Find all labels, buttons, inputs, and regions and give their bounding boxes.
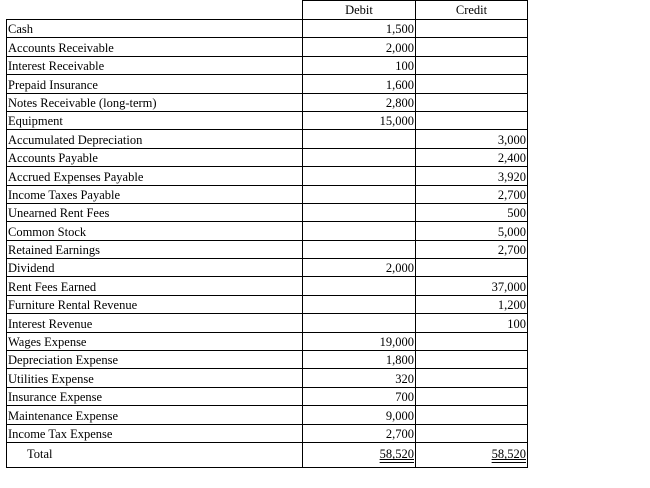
table-row — [7, 387, 528, 405]
account-name: Wages Expense — [7, 332, 303, 350]
debit-amount — [303, 277, 416, 295]
header-row — [7, 1, 528, 20]
table-row — [7, 314, 528, 332]
table-row — [7, 406, 528, 424]
credit-amount — [416, 406, 528, 424]
account-name: Accounts Payable — [7, 148, 303, 166]
debit-amount: 2,800 — [303, 93, 416, 111]
credit-amount — [416, 369, 528, 387]
account-name: Cash — [7, 20, 303, 38]
account-name: Common Stock — [7, 222, 303, 240]
credit-amount: 37,000 — [416, 277, 528, 295]
debit-amount: 100 — [303, 56, 416, 74]
account-name: Prepaid Insurance — [7, 75, 303, 93]
credit-amount — [416, 387, 528, 405]
debit-amount — [303, 295, 416, 313]
credit-amount: 3,920 — [416, 167, 528, 185]
account-name: Income Tax Expense — [7, 424, 303, 442]
account-name: Accounts Receivable — [7, 38, 303, 56]
account-name: Rent Fees Earned — [7, 277, 303, 295]
table-row — [7, 56, 528, 74]
credit-amount — [416, 75, 528, 93]
account-name: Accumulated Depreciation — [7, 130, 303, 148]
table-row — [7, 185, 528, 203]
table-row — [7, 203, 528, 221]
table-row — [7, 277, 528, 295]
debit-amount — [303, 185, 416, 203]
debit-amount: 2,700 — [303, 424, 416, 442]
debit-amount: 2,000 — [303, 38, 416, 56]
credit-amount: 3,000 — [416, 130, 528, 148]
table-row — [7, 259, 528, 277]
total-label: Total — [7, 442, 303, 467]
debit-amount: 15,000 — [303, 111, 416, 129]
credit-amount — [416, 111, 528, 129]
account-name: Retained Earnings — [7, 240, 303, 258]
table-row — [7, 111, 528, 129]
credit-amount: 1,200 — [416, 295, 528, 313]
account-name: Depreciation Expense — [7, 351, 303, 369]
credit-amount — [416, 332, 528, 350]
credit-amount — [416, 56, 528, 74]
table-row — [7, 332, 528, 350]
table-row — [7, 38, 528, 56]
credit-amount — [416, 424, 528, 442]
table-row — [7, 148, 528, 166]
debit-amount — [303, 130, 416, 148]
credit-amount: 500 — [416, 203, 528, 221]
table-row — [7, 130, 528, 148]
credit-header: Credit — [416, 1, 528, 20]
account-name: Interest Receivable — [7, 56, 303, 74]
table-row — [7, 75, 528, 93]
debit-header: Debit — [303, 1, 416, 20]
total-credit: 58,520 — [491, 447, 526, 462]
total-debit: 58,520 — [379, 447, 414, 462]
account-name: Utilities Expense — [7, 369, 303, 387]
account-name: Accrued Expenses Payable — [7, 167, 303, 185]
debit-amount: 320 — [303, 369, 416, 387]
debit-amount — [303, 222, 416, 240]
account-name: Unearned Rent Fees — [7, 203, 303, 221]
total-credit-cell — [416, 442, 528, 467]
debit-amount: 9,000 — [303, 406, 416, 424]
trial-balance-body — [7, 1, 528, 468]
credit-amount: 2,400 — [416, 148, 528, 166]
debit-amount — [303, 148, 416, 166]
account-name: Dividend — [7, 259, 303, 277]
debit-amount — [303, 240, 416, 258]
debit-amount: 1,500 — [303, 20, 416, 38]
credit-amount — [416, 20, 528, 38]
debit-amount — [303, 203, 416, 221]
table-row — [7, 222, 528, 240]
table-row — [7, 93, 528, 111]
debit-amount: 700 — [303, 387, 416, 405]
account-name: Income Taxes Payable — [7, 185, 303, 203]
credit-amount — [416, 93, 528, 111]
account-name: Furniture Rental Revenue — [7, 295, 303, 313]
debit-amount: 2,000 — [303, 259, 416, 277]
total-debit-cell — [303, 442, 416, 467]
account-name: Maintenance Expense — [7, 406, 303, 424]
debit-amount: 1,600 — [303, 75, 416, 93]
account-name: Equipment — [7, 111, 303, 129]
account-name: Insurance Expense — [7, 387, 303, 405]
table-row — [7, 240, 528, 258]
table-row — [7, 424, 528, 442]
table-row — [7, 167, 528, 185]
debit-amount — [303, 167, 416, 185]
credit-amount: 5,000 — [416, 222, 528, 240]
header-blank-cell — [7, 1, 303, 20]
debit-amount — [303, 314, 416, 332]
trial-balance-table — [6, 0, 528, 468]
debit-amount: 1,800 — [303, 351, 416, 369]
credit-amount: 100 — [416, 314, 528, 332]
table-row — [7, 295, 528, 313]
table-row — [7, 369, 528, 387]
account-name: Interest Revenue — [7, 314, 303, 332]
credit-amount — [416, 38, 528, 56]
credit-amount — [416, 351, 528, 369]
total-row — [7, 442, 528, 467]
debit-amount: 19,000 — [303, 332, 416, 350]
account-name: Notes Receivable (long-term) — [7, 93, 303, 111]
table-row — [7, 351, 528, 369]
credit-amount: 2,700 — [416, 185, 528, 203]
credit-amount — [416, 259, 528, 277]
credit-amount: 2,700 — [416, 240, 528, 258]
table-row — [7, 20, 528, 38]
